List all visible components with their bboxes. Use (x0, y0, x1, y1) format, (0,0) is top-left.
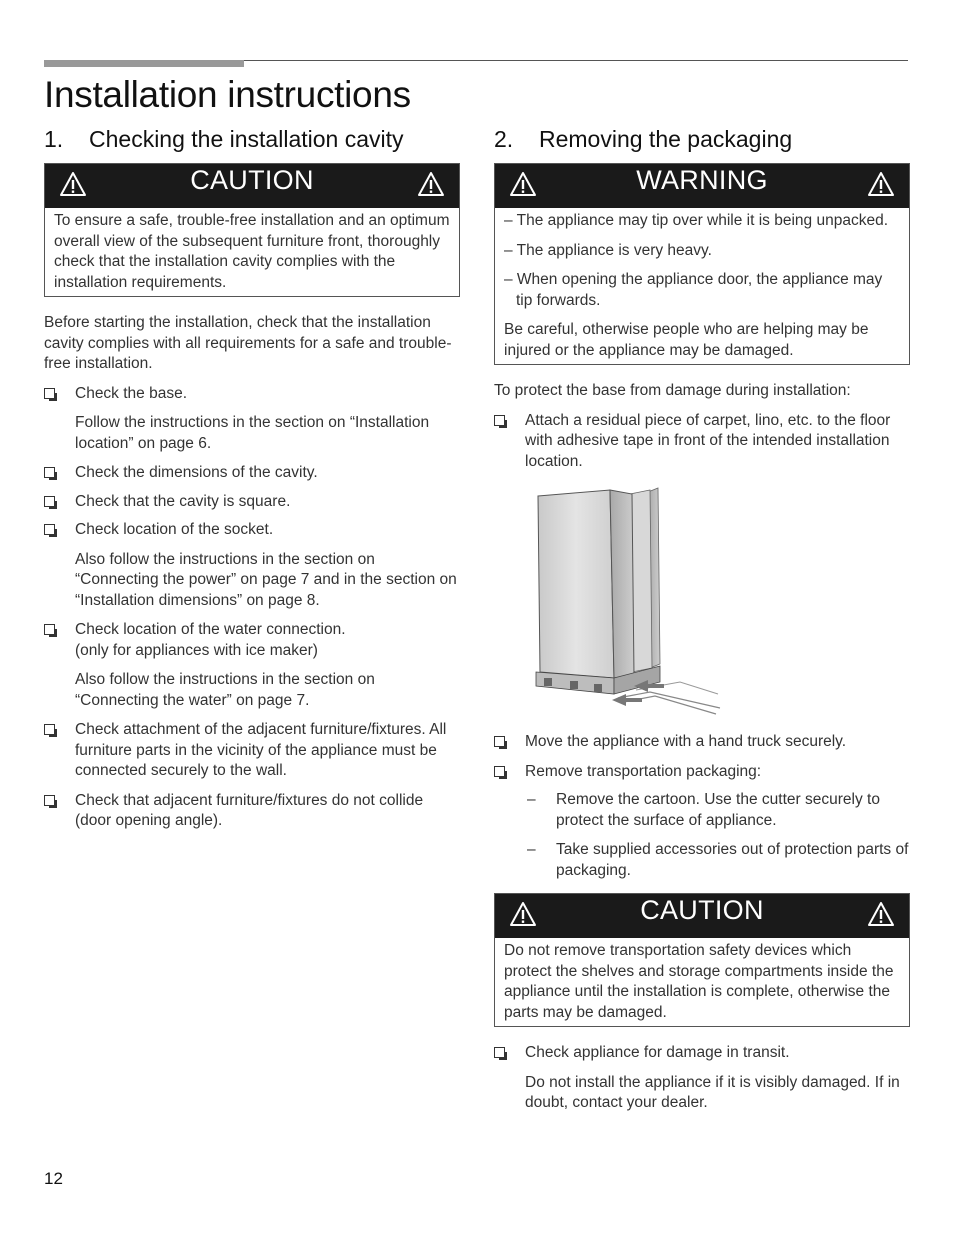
warning-line: – When opening the appliance door, the appliance may tip forwards. (504, 271, 883, 309)
caution-label: CAUTION (640, 895, 764, 925)
checkbox-icon (44, 724, 55, 735)
checkbox-icon (494, 736, 505, 747)
warning-triangle-icon (417, 171, 445, 197)
warning-label: WARNING (636, 165, 768, 195)
checkbox-icon (44, 467, 55, 478)
checkbox-icon (44, 524, 55, 535)
caution-box-1-body (45, 208, 459, 296)
page-number: 12 (44, 1169, 63, 1188)
warning-text: Be careful, otherwise people who are helping may be injured or the appliance may be damaged. (504, 321, 869, 359)
section-1-column (44, 163, 460, 832)
checklist-note: Follow the instructions in the section on “Installation location” on page 6. (75, 414, 430, 452)
caution-text: To ensure a safe, trouble-free installation and an optimum overall view of the subsequent furniture front, thoroughly check that the installation cavity complies with the installation requirements. (54, 212, 450, 291)
caution-box-2-header (495, 894, 909, 938)
caution-label: CAUTION (190, 165, 314, 195)
warning-box (494, 163, 910, 365)
checklist-item: Attach a residual piece of carpet, lino, etc. to the floor with adhesive tape in front of the intended installation location. (494, 411, 910, 473)
sub-list-item: – Take supplied accessories out of protection parts of packaging. (527, 841, 909, 879)
checklist-note: Do not install the appliance if it is visibly damaged. If in doubt, contact your dealer. (525, 1073, 900, 1111)
packaged-appliance-illustration (530, 486, 730, 718)
checklist-note: Also follow the instructions in the section on “Connecting the water” on page 7. (75, 671, 375, 709)
caution-box-2 (494, 893, 910, 1027)
checklist-item: Move the appliance with a hand truck securely. (494, 732, 910, 753)
checkbox-icon (494, 766, 505, 777)
page-title: Installation instructions (44, 74, 411, 115)
checklist-note: Also follow the instructions in the section on “Connecting the power” on page 7 and in the section on “Installation dimensions” on page 8. (75, 550, 457, 609)
caution-text: Do not remove transportation safety devices which protect the shelves and storage compartments inside the appliance until the installation is complete, otherwise the parts may be damaged. (504, 942, 894, 1021)
sub-list-item: – Remove the cartoon. Use the cutter securely to protect the surface of appliance. (527, 791, 880, 829)
checkbox-icon (494, 415, 505, 426)
checklist-item: Check location of the water connection. (only for appliances with ice maker) (44, 620, 460, 661)
warning-line: – The appliance is very heavy. (504, 241, 712, 259)
section-1-intro: Before starting the installation, check that the installation cavity complies with all requirements for a safe and trouble-free installation. (44, 314, 452, 372)
checklist-item: Check attachment of the adjacent furniture/fixtures. All furniture parts in the vicinity of the appliance must be connected securely to the wall. (44, 720, 460, 782)
caution-box-1-header (45, 164, 459, 208)
checkbox-icon (44, 388, 55, 399)
checkbox-icon (44, 624, 55, 635)
caution-box-2-body (495, 938, 909, 1026)
checklist-item: Check the dimensions of the cavity. (44, 463, 460, 484)
caution-box-1 (44, 163, 460, 297)
section-2-heading: 2. Removing the packaging (494, 126, 793, 152)
checklist-item: Check the base. (44, 384, 460, 405)
warning-box-body (495, 208, 909, 364)
header-rule-accent (44, 60, 244, 67)
checkbox-icon (494, 1047, 505, 1058)
section-2-column (494, 163, 910, 1114)
packaged-appliance-image (530, 486, 730, 718)
warning-line: – The appliance may tip over while it is being unpacked. (504, 212, 888, 229)
checklist-item: Check that adjacent furniture/fixtures do not collide (door opening angle). (44, 791, 460, 832)
section-1-heading: 1. Checking the installation cavity (44, 126, 404, 152)
checklist-item: Check location of the socket. (44, 520, 460, 541)
checklist-item: Check appliance for damage in transit. (494, 1043, 910, 1064)
warning-box-header (495, 164, 909, 208)
checkbox-icon (44, 795, 55, 806)
warning-triangle-icon (867, 901, 895, 927)
checkbox-icon (44, 496, 55, 507)
checklist-item: Check that the cavity is square. (44, 492, 460, 513)
warning-triangle-icon (867, 171, 895, 197)
checklist-item: Remove transportation packaging: (494, 762, 910, 783)
section-2-intro: To protect the base from damage during installation: (494, 382, 851, 399)
